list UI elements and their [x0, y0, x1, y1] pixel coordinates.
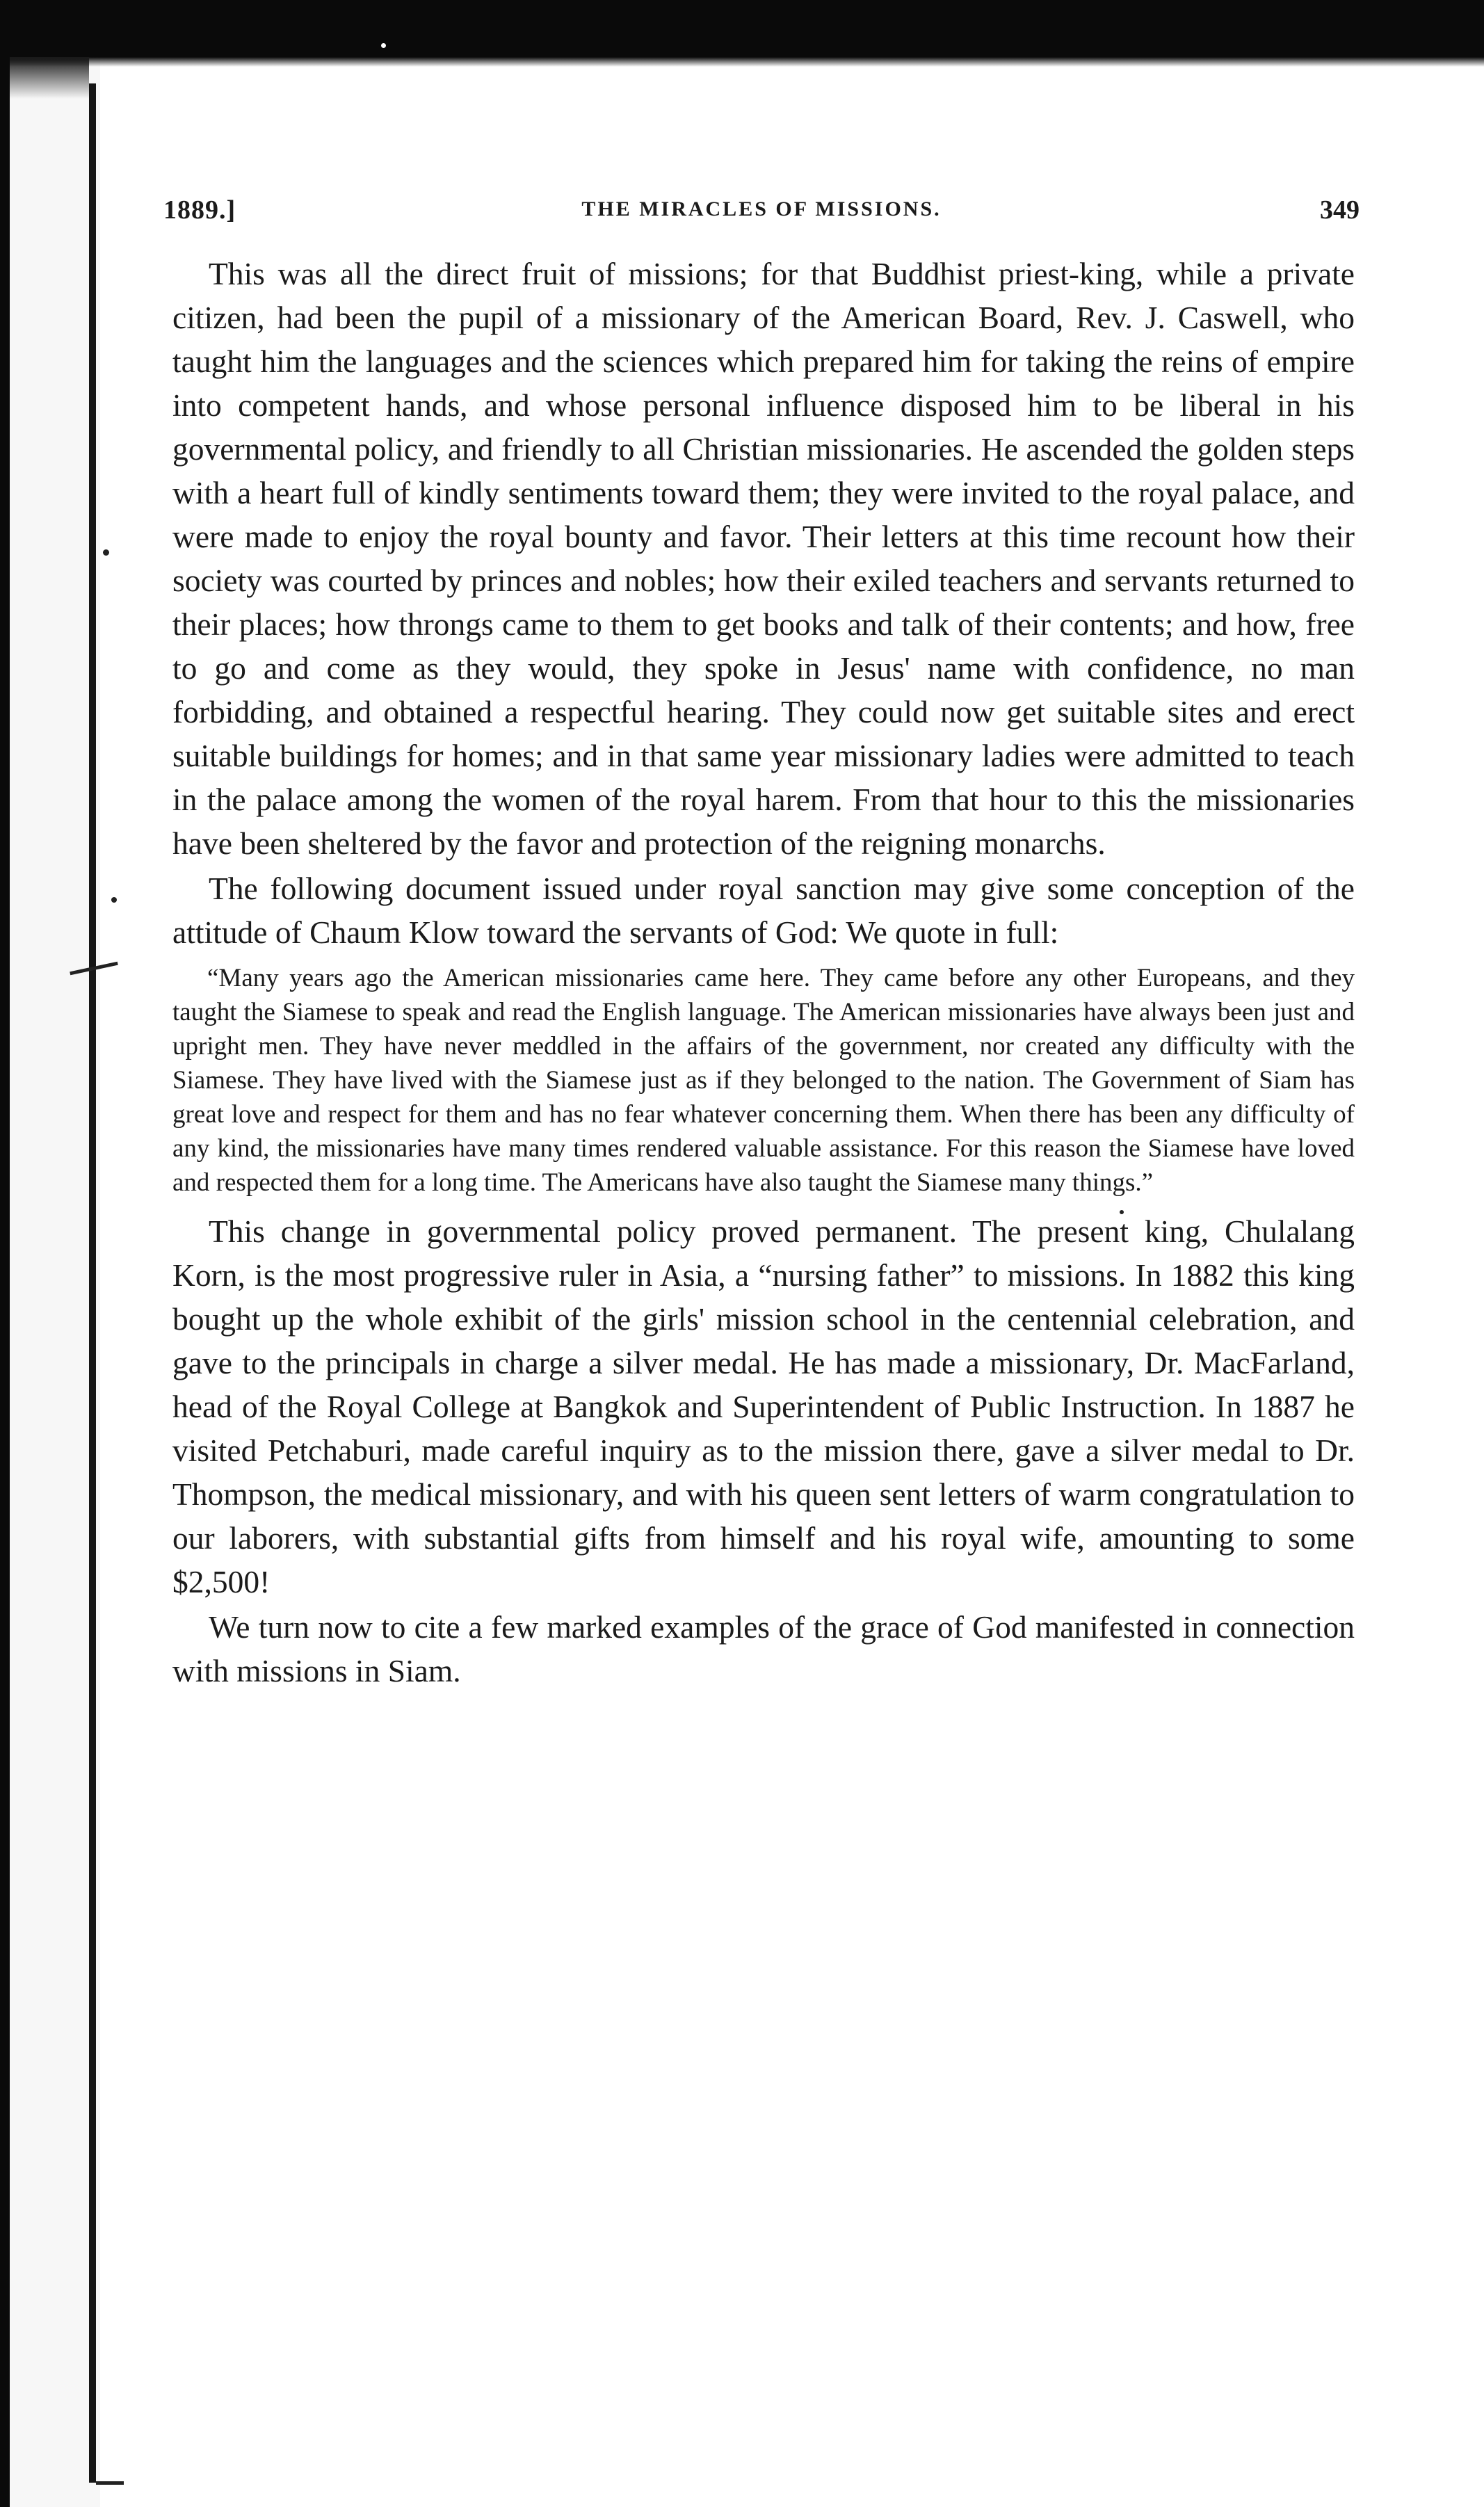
paragraph: This change in governmental policy proved permanent. The present king, Chulalang Korn, is the most progressive ruler in Asia, a “nursing father” to missions. In 1882 this king bought up the whole exhibit of the girls' mission school in the centennial celebration, and gave to the principals in charge a silver medal. He has made a missionary, Dr. MacFarland, head of the Royal College at Bangkok and Superintendent of Public Instruction. In 1887 he visited Petchaburi, made careful inquiry as to the mission there, gave a silver medal to Dr. Thompson, the medical missionary, and with his queen sent letters of warm congratulation to our laborers, with substantial gifts from himself and his royal wife, amounting to some $2,500! — [172, 1214, 1355, 1599]
running-header-title: THE MIRACLES OF MISSIONS. — [581, 198, 942, 220]
paragraph: The following document issued under royal sanction may give some conception of the attitude of Chaum Klow toward the servants of God: We quote in full: — [172, 871, 1355, 950]
scan-corner-shadow — [10, 57, 89, 99]
scan-top-shadow — [0, 57, 1484, 67]
scan-top-border — [0, 0, 1484, 57]
paragraph: This was all the direct fruit of missions; for that Buddhist priest-king, while a private citizen, had been the pupil of a missionary of the American Board, Rev. J. Caswell, who taught him the languages and the sciences which prepared him for taking the reins of empire into competent hands, and whose personal influence disposed him to be liberal in his governmental policy, and friendly to all Christian missionaries. He ascended the golden steps with a heart full of kindly sentiments toward them; they were invited to the royal palace, and were made to enjoy the royal bounty and favor. Their letters at this time recount how their society was courted by princes and nobles; how their exiled teachers and servants returned to their places; how throngs came to them to get books and talk of their contents; and how, free to go and come as they would, they spoke in Jesus' name with confidence, no man forbidding, and obtained a respectful hearing. They could now get suitable sites and erect suitable buildings for homes; and in that same year missionary ladies were admitted to teach in the palace among the women of the royal harem. From that hour to this the missionaries have been sheltered by the favor and protection of the reigning monarchs. — [172, 256, 1355, 861]
page-binding-edge — [89, 83, 96, 2483]
scan-speck — [111, 897, 117, 903]
article-body — [172, 252, 1355, 1693]
block-quote: “Many years ago the American missionaries came here. They came before any other Europeans, and they taught the Siamese to speak and read the English language. The American missionaries have always been just and upright men. They have never meddled in the affairs of the government, nor created any difficulty with the Siamese. They have lived with the Siamese just as if they belonged to the nation. The Government of Siam has great love and respect for them and has no fear whatever concerning them. When there has been any difficulty of any kind, the missionaries have many times rendered valuable assistance. For this reason the Siamese have loved and respected them for a long time. The Americans have also taught the Siamese many things.” — [172, 964, 1355, 1197]
scan-left-border — [0, 0, 10, 2507]
scan-margin — [10, 0, 100, 2507]
page-number: 349 — [1320, 195, 1360, 225]
running-header — [163, 195, 1360, 236]
scan-speck — [381, 43, 386, 48]
scan-bottom-mark — [96, 2481, 124, 2485]
paragraph: We turn now to cite a few marked examples of the grace of God manifested in connection with missions in Siam. — [172, 1609, 1355, 1688]
running-header-year: 1889.] — [163, 195, 236, 225]
scan-speck — [103, 549, 109, 556]
